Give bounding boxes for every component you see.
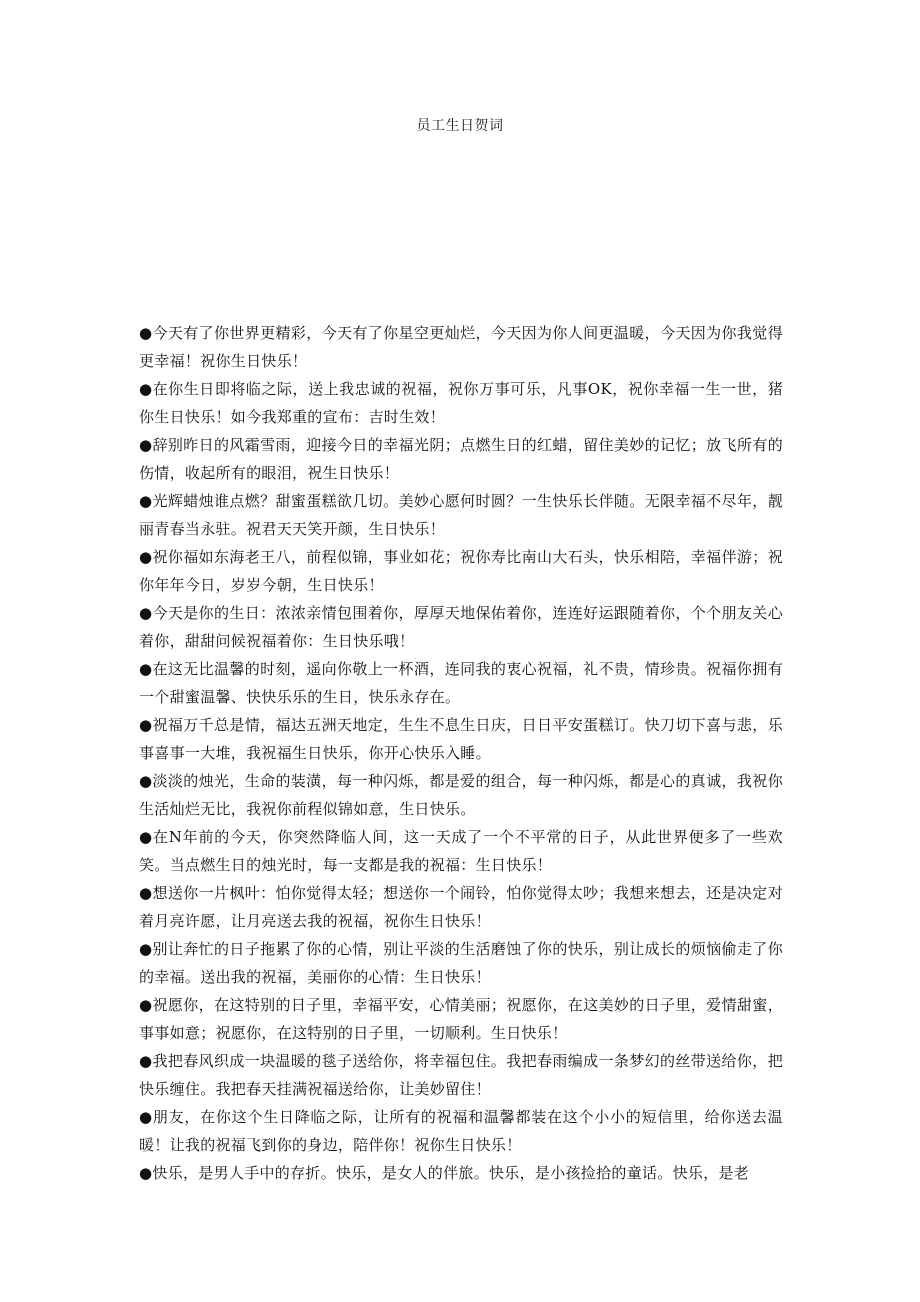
- blessing-paragraph: ●在这无比温馨的时刻，遥向你敬上一杯酒，连同我的衷心祝福，礼不贵，情珍贵。祝福你拥有一个甜蜜温馨、快快乐乐的生日，快乐永存在。: [139, 660, 783, 706]
- blessing-paragraph: ●想送你一片枫叶：怕你觉得太轻；想送你一个闹铃，怕你觉得太吵；我想来想去，还是决定对着月亮许愿，让月亮送去我的祝福，祝你生日快乐！: [139, 884, 783, 930]
- blessing-paragraph: ●快乐，是男人手中的存折。快乐，是女人的伴旅。快乐，是小孩捡拾的童话。快乐，是老: [139, 1164, 750, 1182]
- blessing-list: [139, 319, 783, 1187]
- blessing-paragraph: ●朋友，在你这个生日降临之际，让所有的祝福和温馨都装在这个小小的短信里，给你送去温暖！让我的祝福飞到你的身边，陪伴你！祝你生日快乐！: [139, 1108, 783, 1154]
- blessing-paragraph: ●辞别昨日的风霜雪雨，迎接今日的幸福光阴；点燃生日的红蜡，留住美妙的记忆；放飞所有的伤情，收起所有的眼泪，祝生日快乐！: [139, 436, 783, 482]
- blessing-paragraph: ●光辉蜡烛谁点燃？甜蜜蛋糕欲几切。美妙心愿何时圆？一生快乐长伴随。无限幸福不尽年，靓丽青春当永驻。祝君天天笑开颜，生日快乐！: [139, 492, 783, 538]
- blessing-paragraph: ●别让奔忙的日子拖累了你的心情，别让平淡的生活磨蚀了你的快乐，别让成长的烦恼偷走了你的幸福。送出我的祝福，美丽你的心情：生日快乐！: [139, 940, 783, 986]
- blessing-paragraph: ●在你生日即将临之际，送上我忠诚的祝福，祝你万事可乐，凡事OK，祝你幸福一生一世，猪你生日快乐！如今我郑重的宣布：吉时生效！: [139, 380, 783, 426]
- blessing-paragraph: ●祝你福如东海老王八，前程似锦，事业如花；祝你寿比南山大石头，快乐相陪，幸福伴游；祝你年年今日，岁岁今朝，生日快乐！: [139, 548, 783, 594]
- blessing-paragraph: ●淡淡的烛光，生命的装潢，每一种闪烁，都是爱的组合，每一种闪烁，都是心的真诚，我祝你生活灿烂无比，我祝你前程似锦如意，生日快乐。: [139, 772, 783, 818]
- blessing-paragraph: ●在N年前的今天，你突然降临人间，这一天成了一个不平常的日子，从此世界便多了一些欢笑。当点燃生日的烛光时，每一支都是我的祝福：生日快乐！: [139, 828, 783, 874]
- blessing-paragraph: ●今天是你的生日：浓浓亲情包围着你，厚厚天地保佑着你，连连好运跟随着你，个个朋友关心着你，甜甜问候祝福着你：生日快乐哦！: [139, 604, 783, 650]
- blessing-paragraph: ●今天有了你世界更精彩，今天有了你星空更灿烂，今天因为你人间更温暖，今天因为你我觉得更幸福！祝你生日快乐！: [139, 324, 783, 370]
- document-title: 员工生日贺词: [416, 118, 504, 134]
- blessing-paragraph: ●我把春风织成一块温暖的毯子送给你，将幸福包住。我把春雨编成一条梦幻的丝带送给你，把快乐缠住。我把春天挂满祝福送给你，让美妙留住！: [139, 1052, 783, 1098]
- blessing-paragraph: ●祝福万千总是情，福达五洲天地定，生生不息生日庆，日日平安蛋糕订。快刀切下喜与悲，乐事喜事一大堆，我祝福生日快乐，你开心快乐入睡。: [139, 716, 783, 762]
- blessing-paragraph: ●祝愿你，在这特别的日子里，幸福平安，心情美丽；祝愿你，在这美妙的日子里，爱情甜蜜，事事如意；祝愿你，在这特别的日子里，一切顺利。生日快乐！: [139, 996, 783, 1042]
